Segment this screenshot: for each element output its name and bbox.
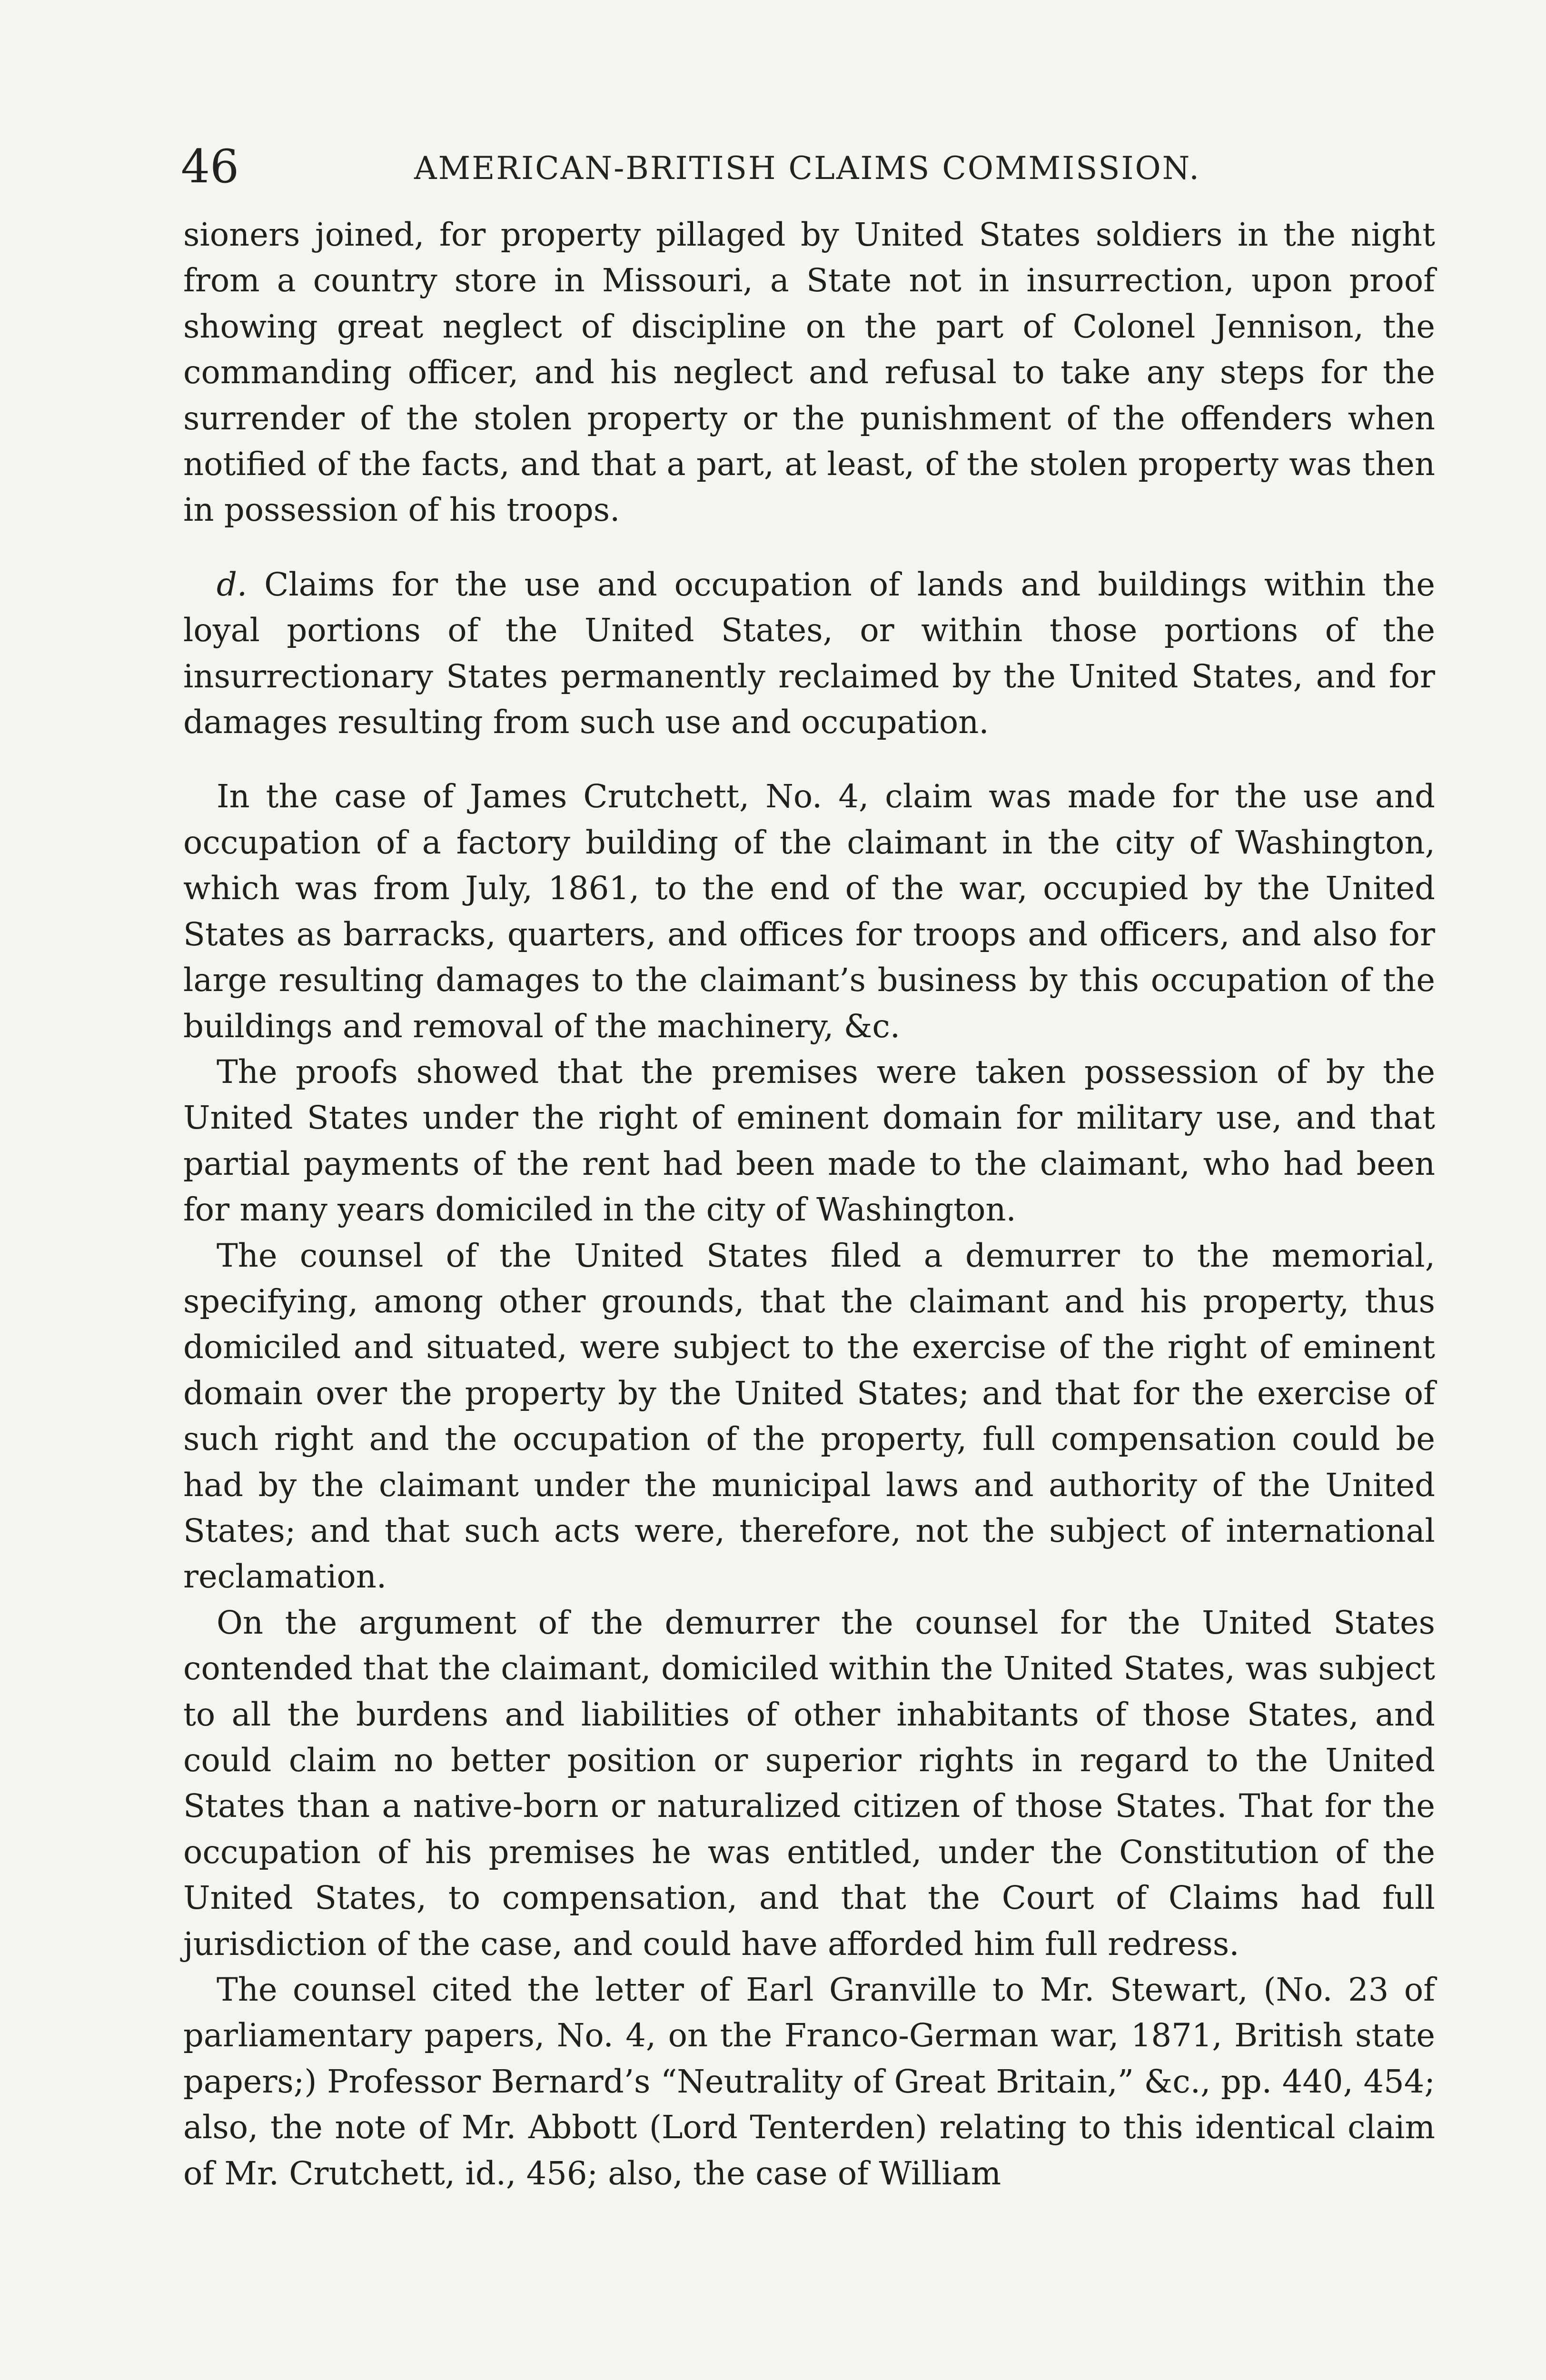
body-text bbox=[183, 212, 1435, 2196]
paragraph-5: The counsel of the United States filed a demurrer to the memorial, specifying, among other grounds, that the claimant and his property, thus domiciled and situated, were subject to the exercise of the right of eminent domain over the property by the United States; and that for the exercise of such right and the occupation of the property, full compensation could be had by the claimant under the municipal laws and authority of the United States; and that such acts were, therefore, not the subject of international reclamation. bbox=[183, 1237, 1435, 1596]
paragraph-1: sioners joined, for property pillaged by United States soldiers in the night from a country store in Missouri, a State not in insurrection, upon proof showing great neglect of discipline on the part of Colonel Jennison, the commanding officer, and his neglect and refusal to take any steps for the surrender of the stolen property or the punishment of the offenders when notified of the facts, and that a part, at least, of the stolen property was then in possession of his troops. bbox=[183, 216, 1435, 529]
paragraph-6: On the argument of the demurrer the counsel for the United States contended that the claimant, domiciled within the United States, was subject to all the burdens and liabilities of other inhabitants of those States, and could claim no better position or superior rights in regard to the United States than a native-born or naturalized citizen of those States. That for the occupation of his premises he was entitled, under the Constitution of the United States, to compensation, and that the Court of Claims had full jurisdiction of the case, and could have afforded him full redress. bbox=[183, 1604, 1435, 1963]
paragraph-7: The counsel cited the letter of Earl Granville to Mr. Stewart, (No. 23 of parliamentary papers, No. 4, on the Franco-German war, 1871, British state papers;) Professor Bernard’s “Neutrality of Great Britain,” &c., pp. 440, 454; also, the note of Mr. Abbott (Lord Tenterden) relating to this identical claim of Mr. Crutchett, id., 456; also, the case of William bbox=[183, 1971, 1435, 2192]
page-number: 46 bbox=[181, 140, 239, 193]
section-marker: d. bbox=[217, 565, 248, 603]
paragraph-4: The proofs showed that the premises were taken possession of by the United States under the right of eminent domain for military use, and that partial payments of the rent had been made to the claimant, who had been for many years domiciled in the city of Washington. bbox=[183, 1053, 1435, 1229]
section-text: Claims for the use and occupation of lands and buildings within the loyal portions of the United States, or within those portions of the insurrectionary States permanently reclaimed by the United States, and for damages resulting from such use and occupation. bbox=[183, 565, 1435, 741]
paragraph-3: In the case of James Crutchett, No. 4, claim was made for the use and occupation of a factory building of the claimant in the city of Washington, which was from July, 1861, to the end of the war, occupied by the United States as barracks, quarters, and offices for troops and officers, and also for large resulting damages to the claimant’s business by this occupation of the buildings and removal of the machinery, &c. bbox=[183, 778, 1435, 1045]
page-header bbox=[181, 138, 1437, 195]
running-head: AMERICAN-BRITISH CLAIMS COMMISSION. bbox=[414, 150, 1201, 187]
paragraph-2 bbox=[183, 562, 1435, 745]
